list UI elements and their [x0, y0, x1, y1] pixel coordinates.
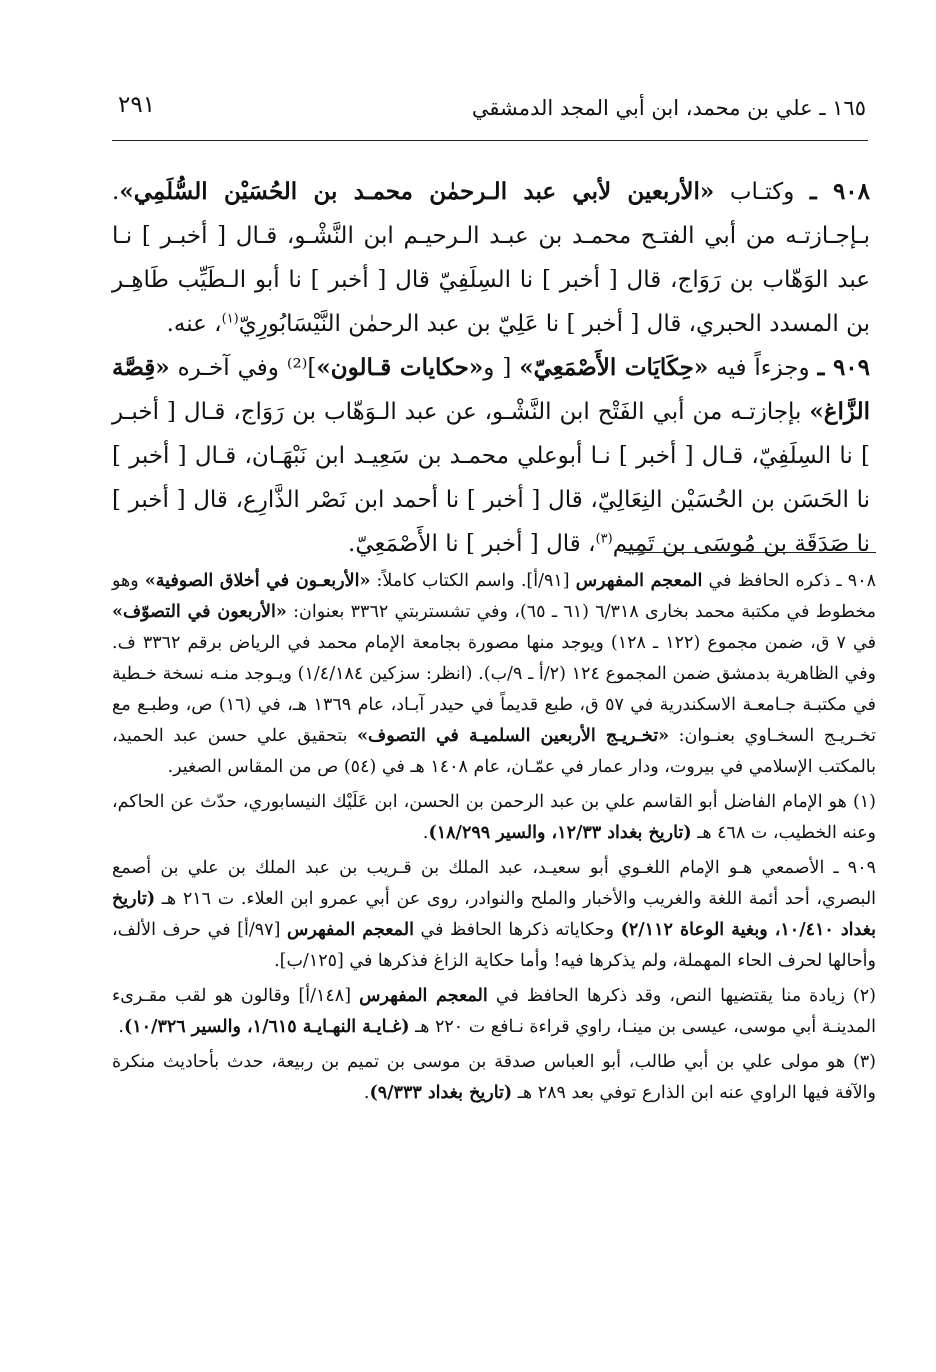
- book-title: «الأربعين لأبي عبد الـرحمٰن محمـد بن الحُسَيْن السُّلَمِي»: [119, 178, 715, 205]
- footnote-908: ٩٠٨ ـ ذكره الحافظ في المعجم المفهرس [٩١/أ]. واسم الكتاب كاملاً: «الأربعـون في أخلاق الصوفية» وهو مخطوط في مكتبة محمد بخارى ٦/٣١٨ (٦١ ـ ٦٥)، وفي تشستربتي ٣٣٦٢ بعنوان: «الأربعون في التصوّف» في ٧ ق، ضمن مجموع (١٢٢ ـ ١٢٨) ويوجد منها مصورة بجامعة الإمام محمد في الرياض برقم ٣٣٦٢ ف. وفي الظاهرية بدمشق ضمن المجموع ١٢٤ (٢/أ ـ ٩/ب). (انظر: سزكين ١/٤/١٨٤) ويـوجد منـه نسخة خـطية في مكتبـة جـامعـة الاسكندرية في ٥٧ ق، طبع قديماً في حيدر آبـاد، عام ١٣٦٩ هـ، في (١٦) ص، وطبـع مع تخـريـج السخـاوي بعنـوان: «تخـريـج الأربعين السلميـة في التصوف» بتحقيق علي حسن عبد الحميد، بالمكتب الإسلامي في بيروت، ودار عمار في عمّـان، عام ١٤٠٨ هـ في (٥٤) ص من المقاس الصغير.: [112, 571, 877, 777]
- footnote-ref: ]⁽²⁾: [286, 355, 317, 381]
- footnote-2: (٢) زيادة منا يقتضيها النص، وقد ذكرها الحافظ في المعجم المفهرس [١٤٨/أ] وقالون هو لقب مقـرىء المدينـة أبي موسى، عيسى بن مينـا، راوي قراءة نـافع ت ٢٢٠ هـ (غـايـة النهـايـة ١/٦١٥، والسير ١٠/٣٢٦).: [112, 986, 876, 1037]
- footnote-divider: [624, 552, 876, 553]
- entry-908: ٩٠٨ ـ وكتـاب «الأربعين لأبي عبد الـرحمٰن محمـد بن الحُسَيْن السُّلَمِي». بـإجـازتـه من أبي الفتـح محمـد بن عبـد الـرحيـم ابن النَّشْـو، قـال [ أخبـر ] نـا عبد الوَهّاب بن رَوَاج، قال [ أخبر ] نا السِلَفِيّ قال [ أخبر ] نا أبو الـطَيِّب طَاهِـر بن المسدد الحبري، قال [ أخبر ] نا عَلِيّ بن عبد الرحمٰن النَّيْسَابُورِيّ$^{(١)}$، عنه.: [112, 178, 870, 337]
- footnote-number: (١): [852, 792, 876, 812]
- header-title: ١٦٥ ـ علي بن محمد، ابن أبي المجد الدمشقي: [471, 96, 866, 120]
- entry-909: ٩٠٩ ـ وجزءاً فيه «حِكَايَات الأَصْمَعِيّ» [ و«حكايات قـالون»]⁽²⁾ وفي آخـره «قِصَّة الزَّاغ» بإجازتـه من أبي الفَتْح ابن النَّشْـو، عن عبد الـوَهّاب بن رَوَاج، قـال [ أخبـر ] نا السِلَفِيّ، قـال [ أخبر ] نـا أبوعلي محمـد بن سَعِيـد ابن نَبْهَـان، قـال [ أخبر ] نا الحَسَن بن الحُسَيْن النِعَالِيّ، قال [ أخبر ] نا أحمد ابن نَصْر الذَّارِع، قال [ أخبر ] نا صَدَقَة بن مُوسَى بن تَمِيم$^{(٣)}$، قال [ أخبر ] نا الأَصْمَعِيّ.: [112, 354, 871, 557]
- header-divider: [112, 140, 868, 141]
- footnote-ref: (٣): [595, 531, 613, 547]
- book-title: «حكايات قـالون»: [316, 354, 484, 381]
- footnote-ref: (١): [221, 311, 239, 327]
- book-title: «حِكَايَات الأَصْمَعِيّ»: [519, 354, 709, 381]
- entry-number: ٩٠٩ ـ: [817, 354, 871, 381]
- running-header: [110, 92, 866, 132]
- footnote-3: (٣) هو مولى علي بن أبي طالب، أبو العباس صدقة بن موسى بن تميم بن ربيعة، حدث بأحاديث منكرة والآفة فيها الراوي عنه ابن الذارع توفي بعد ٢٨٩ هـ (تاريخ بغداد ٩/٣٣٣).: [112, 1052, 876, 1103]
- main-text: [112, 170, 870, 566]
- page-number: ٢٩١: [118, 92, 156, 118]
- footnotes: [112, 566, 876, 1113]
- footnote-number: (٢): [852, 986, 876, 1006]
- footnote-number: (٣): [852, 1052, 876, 1072]
- footnote-1: (١) هو الإمام الفاضل أبو القاسم علي بن عبد الرحمن بن الحسن، ابن عَلَيْك النيسابوري، حدّث عن الحاكم، وعنه الخطيب، ت ٤٦٨ هـ (تاريخ بغداد ١٢/٣٣، والسير ١٨/٢٩٩).: [112, 792, 876, 843]
- footnote-909: ٩٠٩ ـ الأصمعي هـو الإمام اللغـوي أبو سعيـد، عبد الملك بن قـريب بن عبد الملك بن علي بن أصمع البصري، أحد أئمة اللغة والغريب والأخبار والملح والنوادر، روى عن أبي عمرو ابن العلاء. ت ٢١٦ هـ (تاريخ بغداد ١٠/٤١٠، وبغية الوعاة ٢/١١٢) وحكاياته ذكرها الحافظ في المعجم المفهرس [٩٧/أ] في حرف الألف، وأحالها لحرف الحاء المهملة، ولم يذكرها فيه! وأما حكاية الزاغ فذكرها في [١٢٥/ب].: [112, 858, 877, 971]
- entry-number: ٩٠٨ ـ: [809, 178, 870, 205]
- book-title: «قِصَّة الزَّاغ»: [112, 354, 870, 425]
